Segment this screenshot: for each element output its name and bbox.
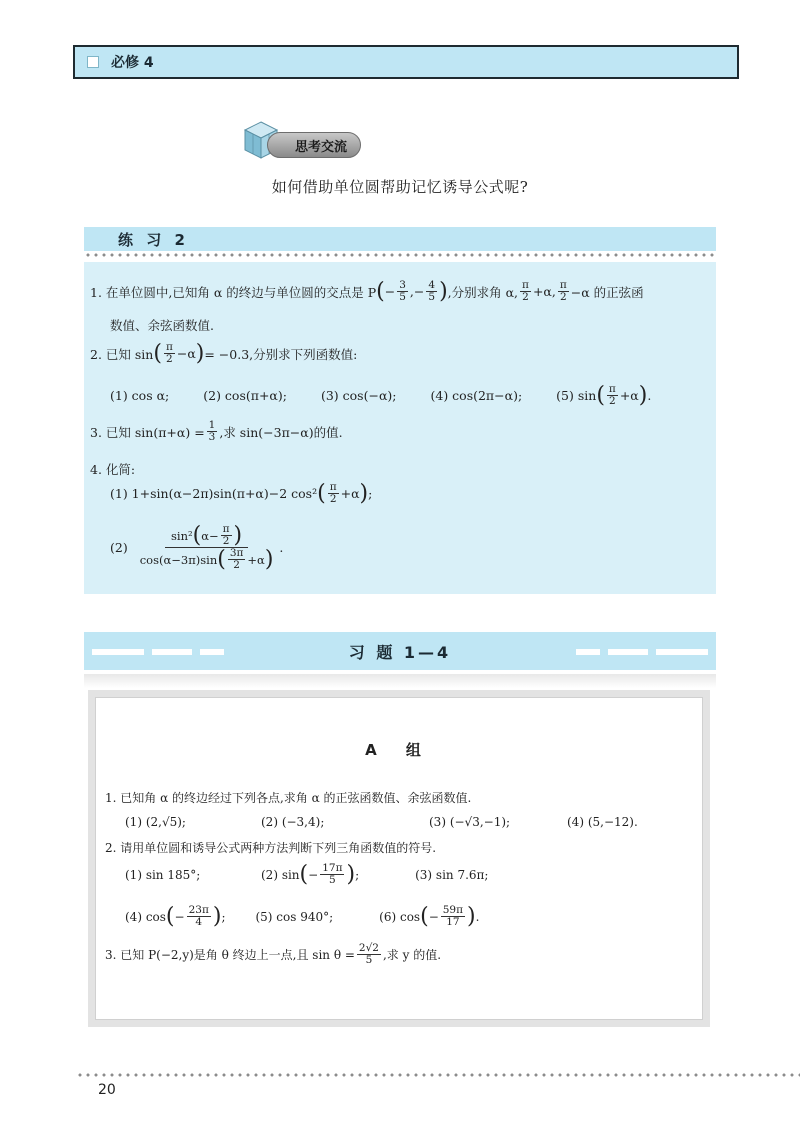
exercise-q2: 2. 请用单位圆和诱导公式两种方法判断下列三角函数值的符号. xyxy=(105,841,437,855)
practice-q4-item2: (2) sin² ( α− $\frac{\pi}{2}$ ) cos(α−3π)sin ( $\frac{3\pi}{2}$ +α ) . xyxy=(110,522,284,572)
page-number: 20 xyxy=(98,1082,116,1098)
header-decor-bar xyxy=(656,649,708,655)
exercise-q3: 3. 已知 P(−2,y)是角 θ 终边上一点,且 sin θ = $\frac{2√2}{5}$ ,求 y 的值. xyxy=(105,942,442,966)
exercise-header-shadow xyxy=(84,674,716,688)
fraction: $\frac{\pi}{2}$ xyxy=(165,341,173,365)
big-fraction: sin² ( α− $\frac{\pi}{2}$ ) cos(α−3π)sin ( $\frac{3\pi}{2}$ +α ) xyxy=(139,522,274,572)
practice-q2-items: (1) cos α; (2) cos(π+α); (3) cos(−α); (4) cos(2π−α); (5) sin ( $\frac{\pi}{2}$ +α ) . xyxy=(110,382,652,408)
practice-dot-divider xyxy=(84,253,716,257)
exercise-header xyxy=(84,632,716,670)
practice-q2: 2. 已知 sin ( $\frac{\pi}{2}$ −α ) = −0.3,分别求下列函数值: xyxy=(90,340,358,366)
exercise-q1: 1. 已知角 α 的终边经过下列各点,求角 α 的正弦函数值、余弦函数值. xyxy=(105,791,472,805)
fraction: $\frac{17\pi}{5}$ xyxy=(322,862,343,886)
fraction: $\frac{\pi}{2}$ xyxy=(222,523,230,547)
header-decor-bar xyxy=(576,649,600,655)
exercise-title: 习 题 1—4 xyxy=(348,642,452,662)
fraction: $\frac{\pi}{2}$ xyxy=(329,481,337,505)
practice-q1-line2: 数值、余弦函数值. xyxy=(110,318,214,333)
footer-dot-divider xyxy=(76,1073,800,1077)
header-decor-bar xyxy=(200,649,224,655)
practice-q3: 3. 已知 sin(π+α) = $\frac{1}{3}$ ,求 sin(−3π−α)的值. xyxy=(90,419,343,443)
header-decor-bar xyxy=(152,649,192,655)
fraction: $\frac{\pi}{2}$ xyxy=(608,383,616,407)
fraction: $\frac{4}{5}$ xyxy=(428,279,436,303)
thinking-badge xyxy=(243,120,361,162)
practice-title: 练 习 2 xyxy=(118,230,189,249)
chapter-title: 必修 4 xyxy=(111,55,154,71)
header-square-icon xyxy=(87,56,99,68)
practice-q4-item1: (1) 1+sin(α−2π)sin(π+α)−2 cos² ( $\frac{\pi}{2}$ +α ) ; xyxy=(110,480,373,506)
fraction: $\frac{23\pi}{4}$ xyxy=(188,904,209,928)
fraction: $\frac{\pi}{2}$ xyxy=(522,279,529,303)
header-decor-bar xyxy=(92,649,144,655)
exercise-q1-items: (1) (2,√5); (2) (−3,4); (3) (−√3,−1); (4) (5,−12). xyxy=(125,815,638,829)
fraction: $\frac{\pi}{2}$ xyxy=(559,279,567,303)
exercise-box xyxy=(88,690,710,1027)
practice-box xyxy=(84,262,716,594)
fraction: $\frac{1}{3}$ xyxy=(208,419,216,443)
fraction: $\frac{3}{5}$ xyxy=(399,279,406,303)
fraction: $\frac{2√2}{5}$ xyxy=(358,942,379,966)
practice-q1-line1: 1. 在单位圆中,已知角 α 的终边与单位圆的交点是 P ( − $\frac{3}{5}$ , − $\frac{4}{5}$ ) ,分别求角 α, $\frac{\pi}{2}$ +α, $\frac{\pi}{2}$ −α 的正弦函 xyxy=(90,278,644,304)
exercise-q2-row1: (1) sin 185°; (2) sin ( − $\frac{17\pi}{5}$ ) ; (3) sin 7.6π; xyxy=(125,861,489,887)
group-a-heading: A 组 xyxy=(365,741,433,759)
header-decor-bar xyxy=(608,649,648,655)
chapter-header-bar xyxy=(73,45,739,79)
fraction: $\frac{3\pi}{2}$ xyxy=(229,547,244,571)
thinking-question: 如何借助单位圆帮助记忆诱导公式呢? xyxy=(271,178,529,196)
fraction: $\frac{59\pi}{17}$ xyxy=(442,904,464,928)
practice-q4-title: 4. 化简: xyxy=(90,462,136,477)
thinking-badge-label: 思考交流 xyxy=(267,132,361,158)
practice-header xyxy=(84,227,716,251)
exercise-q2-row2: (4) cos ( − $\frac{23\pi}{4}$ ) ; (5) cos 940°; (6) cos ( − $\frac{59\pi}{17}$ ) . xyxy=(125,903,480,929)
